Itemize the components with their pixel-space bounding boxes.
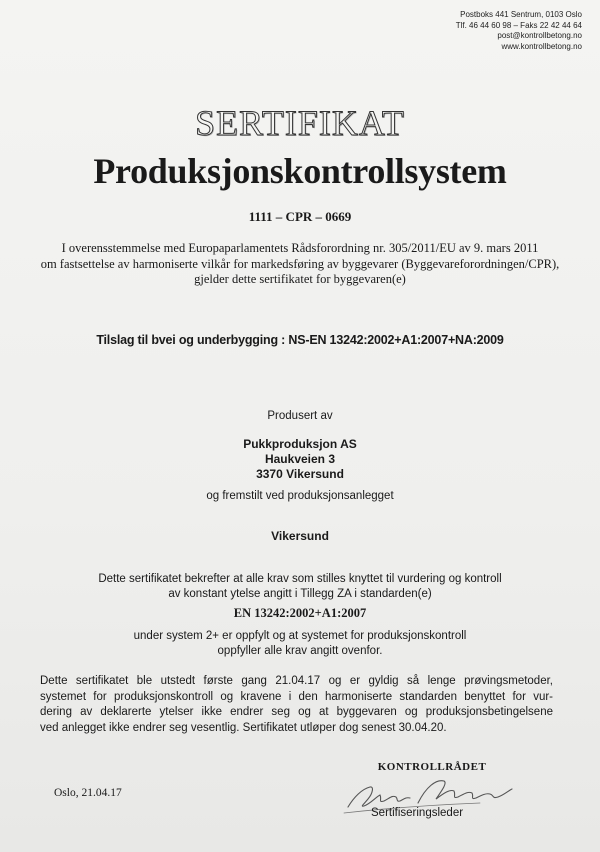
standard-reference: EN 13242:2002+A1:2007 bbox=[233, 606, 367, 620]
produced-by-label: Produsert av bbox=[267, 410, 333, 422]
intro-line: om fastsettelse av harmoniserte vilkår for markedsføring av byggevarer (Byggevareforordningen/CPR), bbox=[40, 256, 560, 271]
system-line: under system 2+ er oppfylt og at systemet for produksjonskontroll bbox=[133, 630, 467, 642]
producer-block bbox=[0, 437, 600, 482]
system-line: oppfyller alle krav angitt ovenfor. bbox=[217, 645, 383, 657]
producer-postal: 3370 Vikersund bbox=[256, 467, 344, 481]
system-text bbox=[0, 629, 600, 659]
validity-paragraph bbox=[40, 674, 553, 736]
contact-block bbox=[456, 10, 582, 52]
validity-line: ved anlegget ikke endrer seg vesentlig. Sertifikatet utløper dog senest 30.04.20. bbox=[40, 721, 447, 734]
contact-website: www.kontrollbetong.no bbox=[501, 41, 582, 51]
intro-line: gjelder dette sertifikatet for byggevaren(e) bbox=[194, 272, 406, 286]
intro-paragraph bbox=[0, 241, 600, 288]
signer-title: Sertifiseringsleder bbox=[371, 807, 464, 819]
producer-name: Pukkproduksjon AS bbox=[243, 437, 357, 451]
validity-line: dering av deklarerte ytelser ikke endrer seg og at byggevaren og produksjonsbetingelsene bbox=[40, 706, 553, 718]
validity-line: systemet for produksjonskontroll og kravene i den harmoniserte standarden benyttet for vur- bbox=[40, 690, 553, 703]
certificate-number: 1111 – CPR – 0669 bbox=[248, 209, 352, 224]
production-site: Vikersund bbox=[271, 529, 329, 543]
contact-address: Postboks 441 Sentrum, 0103 Oslo bbox=[460, 10, 582, 19]
confirmation-text bbox=[0, 572, 600, 601]
issuer-name: KONTROLLRÅDET bbox=[377, 761, 487, 773]
confirmation-line: Dette sertifikatet bekrefter at alle krav som stilles knyttet til vurdering og kontroll bbox=[98, 573, 502, 585]
contact-phone-fax: Tlf. 46 44 60 98 – Faks 22 42 44 64 bbox=[455, 20, 582, 30]
product-line: Tilslag til bvei og underbygging : NS-EN 13242:2002+A1:2007+NA:2009 bbox=[96, 333, 504, 347]
producer-street: Haukveien 3 bbox=[264, 452, 336, 466]
certificate-title: Produksjonskontrollsystem bbox=[93, 151, 507, 191]
validity-line: Dette sertifikatet ble utstedt første gang 21.04.17 og er gyldig så lenge prøvingsmetoder, bbox=[40, 675, 553, 687]
made-at-label: og fremstilt ved produksjonsanlegget bbox=[206, 490, 394, 502]
intro-line: I overensstemmelse med Europaparlamentets Rådsforordning nr. 305/2011/EU av 9. mars 2011 bbox=[61, 241, 539, 255]
contact-email: post@kontrollbetong.no bbox=[497, 31, 582, 40]
place-and-date: Oslo, 21.04.17 bbox=[54, 787, 122, 799]
certificate-heading: SERTIFIKAT bbox=[195, 103, 405, 143]
confirmation-line: av konstant ytelse angitt i Tillegg ZA i standarden(e) bbox=[168, 587, 432, 600]
